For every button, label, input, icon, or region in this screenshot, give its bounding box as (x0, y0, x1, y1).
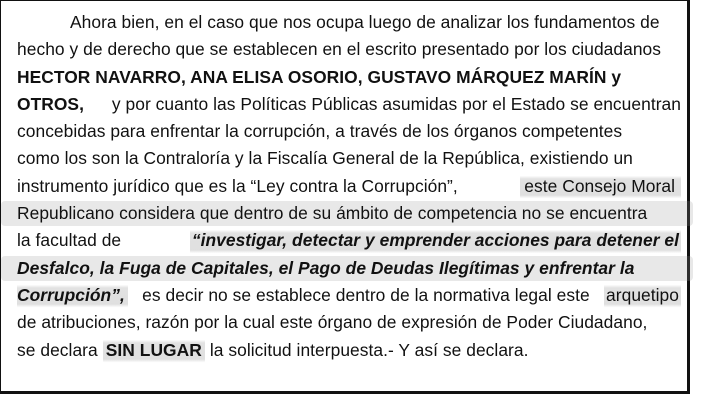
text-line-8 (17, 200, 681, 227)
text-line-4 (17, 91, 681, 118)
highlighted-text: Republicano considera que dentro de su ámbito de competencia no se encuentra (17, 203, 648, 224)
line-text: la solicitud interpuesta.- Y así se declara. (209, 339, 529, 360)
line-text: se declara (17, 339, 98, 360)
line-text: instrumento jurídico que es la “Ley contra la Corrupción”, (17, 175, 458, 196)
text-line-6 (17, 145, 681, 172)
text-line-5 (17, 118, 681, 145)
text-line-1 (17, 9, 681, 36)
line-text: Ahora bien, en el caso que nos ocupa luego de analizar los fundamentos de (70, 12, 660, 32)
highlighted-text: arquetipo (604, 282, 681, 309)
otros-bold: OTROS, (17, 93, 84, 114)
document-paragraph (17, 9, 681, 364)
text-line-3 (17, 64, 681, 91)
quoted-bold-italic: “investigar, detectar y emprender acciones para detener el (190, 227, 681, 254)
citizen-names-bold: HECTOR NAVARRO, ANA ELISA OSORIO, GUSTAVO MÁRQUEZ MARÍN y (17, 66, 622, 87)
line-text: concebidas para enfrentar la corrupción, a través de los órganos competentes (17, 121, 623, 142)
text-line-13 (17, 337, 681, 364)
line-text: como los son la Contraloría y la Fiscalía General de la República, existiendo un (17, 148, 633, 169)
quoted-bold-italic: Corrupción”, (17, 282, 128, 309)
line-text: de atribuciones, razón por la cual este órgano de expresión de Poder Ciudadano, (17, 312, 648, 333)
line-text: y por cuanto las Políticas Públicas asumidas por el Estado se encuentran (111, 93, 681, 114)
text-line-7 (17, 173, 681, 200)
sin-lugar-bold: SIN LUGAR (103, 337, 205, 364)
text-line-12 (17, 309, 681, 336)
quoted-bold-italic: Desfalco, la Fuga de Capitales, el Pago de Deudas Ilegítimas y enfrentar la (17, 257, 635, 278)
line-text: la facultad de (17, 230, 122, 251)
text-line-9 (17, 227, 681, 254)
line-text: es decir no se establece dentro de la normativa legal este (142, 284, 590, 305)
highlighted-text: este Consejo Moral (520, 173, 681, 200)
text-line-2 (17, 36, 681, 63)
line-text: hecho y de derecho que se establecen en el escrito presentado por los ciudadanos (17, 39, 662, 60)
text-line-10 (17, 255, 681, 282)
text-line-11 (17, 282, 681, 309)
